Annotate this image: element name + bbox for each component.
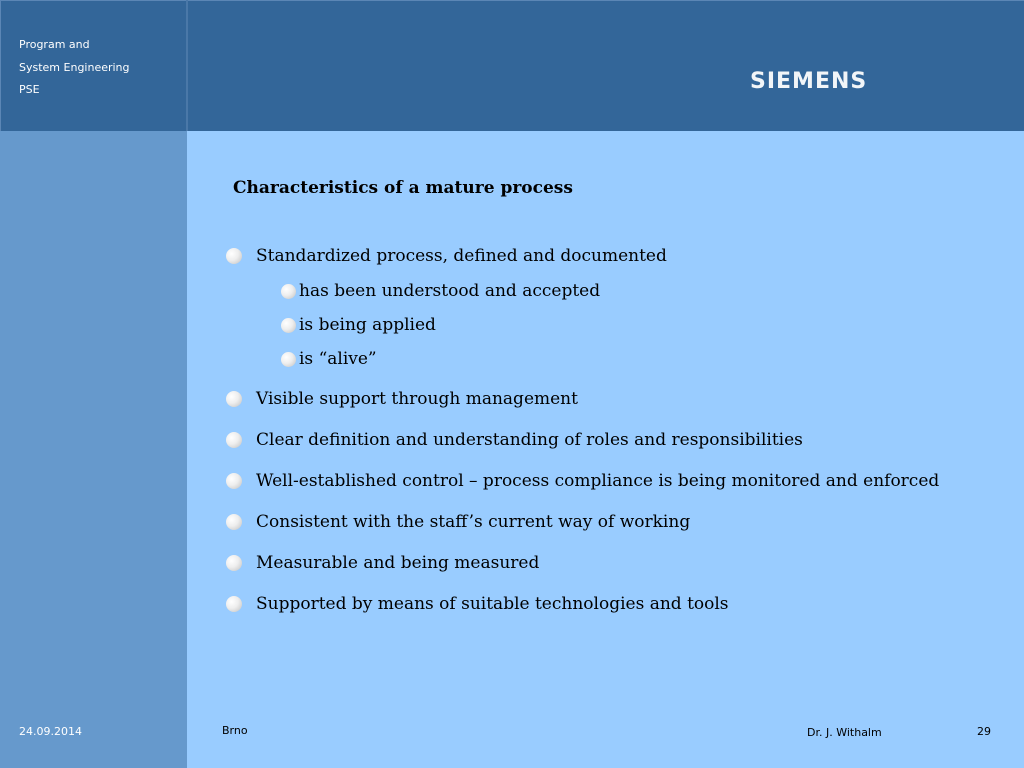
bullet-item xyxy=(226,551,539,575)
bullet-item xyxy=(226,469,939,493)
bullet-text: Measurable and being measured xyxy=(256,553,540,573)
department-label xyxy=(19,34,130,102)
bullet-text: Visible support through management xyxy=(256,389,578,409)
sub-bullet-item xyxy=(281,279,600,303)
bullet-dot-icon xyxy=(226,555,242,571)
slide-title: Characteristics of a mature process xyxy=(233,178,573,198)
department-line-1: Program and xyxy=(19,38,90,51)
sub-bullet-item xyxy=(281,313,436,337)
bullet-dot-icon xyxy=(281,352,296,367)
sub-bullet-item xyxy=(281,347,377,371)
bullet-dot-icon xyxy=(281,318,296,333)
slide-header xyxy=(0,0,1024,131)
footer-date: 24.09.2014 xyxy=(19,725,82,738)
bullet-dot-icon xyxy=(226,432,242,448)
footer-location: Brno xyxy=(222,724,248,737)
bullet-text: Clear definition and understanding of roles and responsibilities xyxy=(256,430,803,450)
bullet-dot-icon xyxy=(226,391,242,407)
bullet-text: Well-established control – process compliance is being monitored and enforced xyxy=(256,471,940,491)
bullet-dot-icon xyxy=(226,248,242,264)
bullet-dot-icon xyxy=(226,473,242,489)
department-line-2: System Engineering xyxy=(19,60,130,74)
siemens-logo: SIEMENS xyxy=(750,69,868,94)
bullet-dot-icon xyxy=(226,596,242,612)
bullet-text: Consistent with the staff’s current way of working xyxy=(256,512,691,532)
bullet-item xyxy=(226,387,578,411)
bullet-text: Supported by means of suitable technologies and tools xyxy=(256,594,729,614)
sidebar-panel xyxy=(0,131,187,768)
bullet-item xyxy=(226,428,803,452)
sub-bullet-text: is being applied xyxy=(299,315,436,335)
bullet-item xyxy=(226,592,729,616)
page-number: 29 xyxy=(977,725,991,738)
bullet-dot-icon xyxy=(226,514,242,530)
department-line-3: PSE xyxy=(19,83,40,96)
bullet-item xyxy=(226,244,667,268)
footer-author: Dr. J. Withalm xyxy=(807,726,882,739)
sub-bullet-text: has been understood and accepted xyxy=(299,281,601,301)
bullet-dot-icon xyxy=(281,284,296,299)
header-divider xyxy=(186,0,188,131)
bullet-item xyxy=(226,510,690,534)
sub-bullet-text: is “alive” xyxy=(299,349,377,369)
bullet-text: Standardized process, defined and documented xyxy=(256,246,667,266)
